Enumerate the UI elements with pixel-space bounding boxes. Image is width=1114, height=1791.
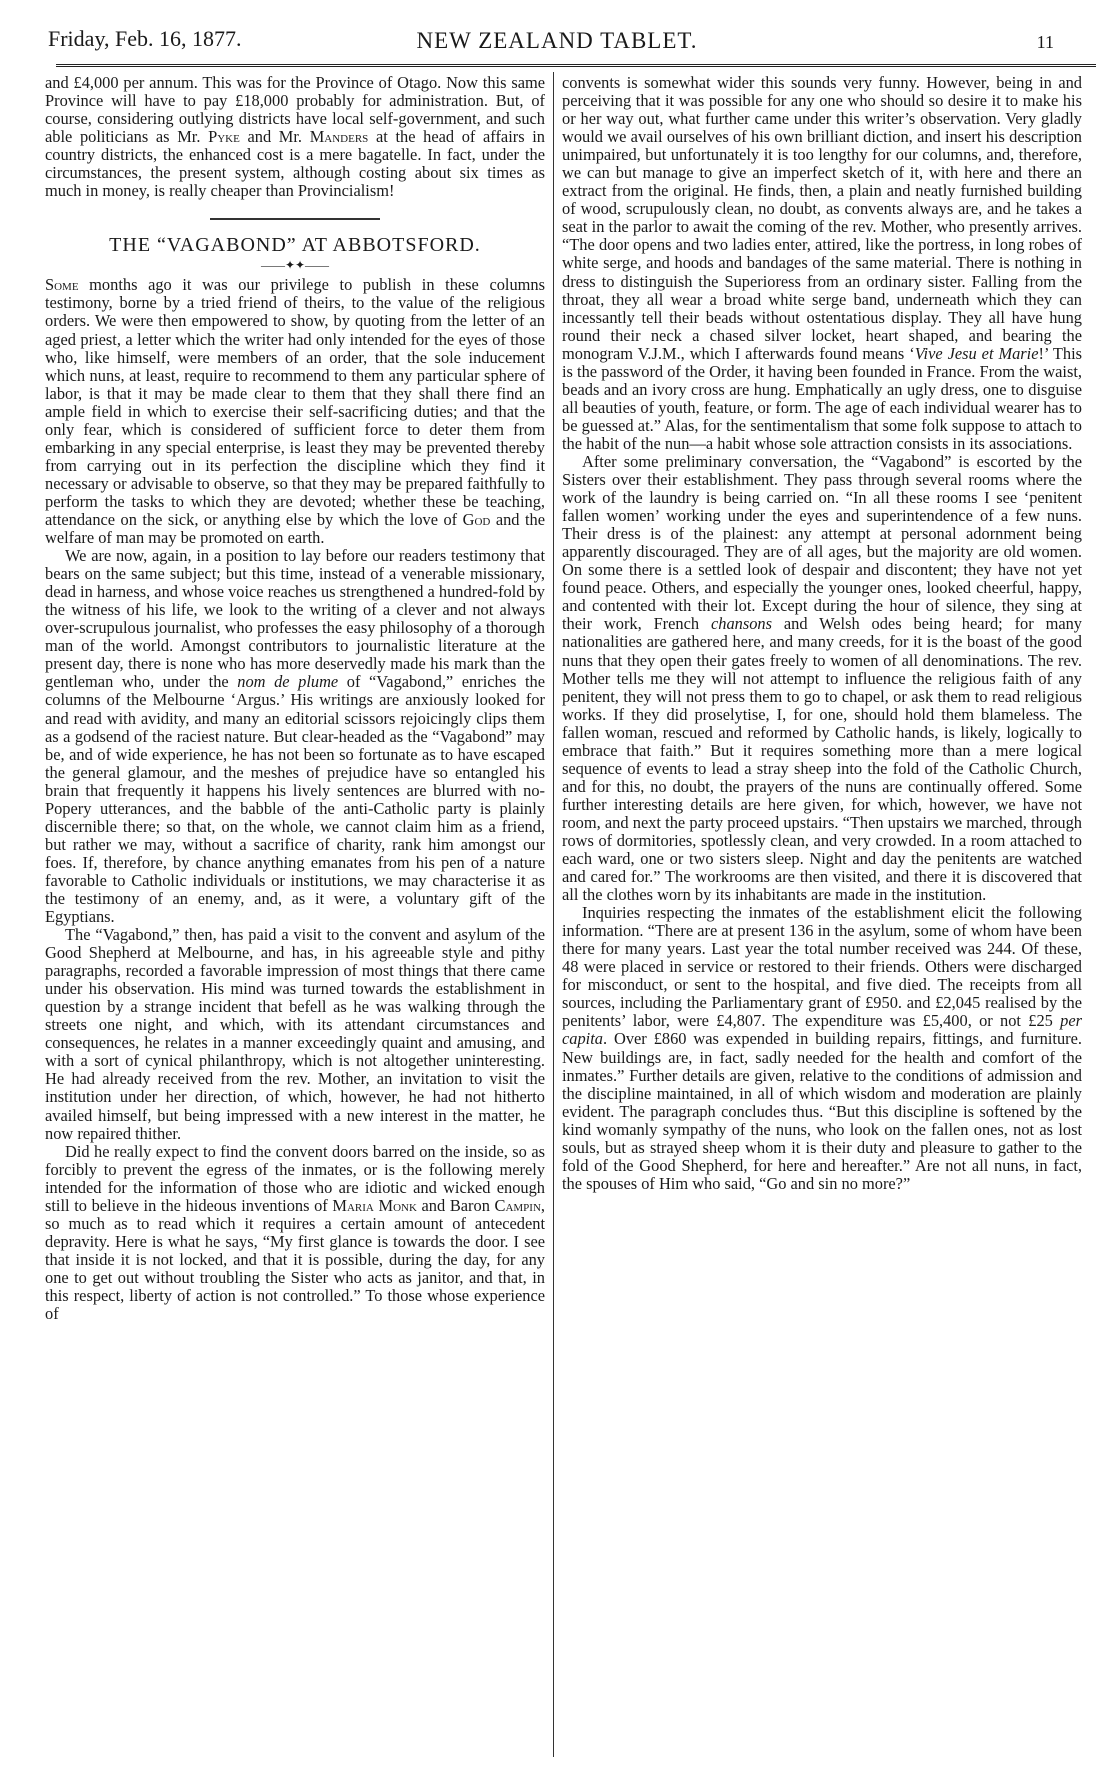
paragraph: Some months ago it was our privilege to publish in these columns testimony, borne by a tried friend of theirs, to the value of the religious orders. We were then empowered to show, by quoting from the letter of an aged priest, a letter which the writer had only intended for the eyes of those who, like himself, were members of an order, that the sole inducement which nuns, at least, require to recommend to them any particular sphere of labor, is that it may be made clear to them that they shall there find an ample field in which to exercise their self-sacrificing duties; and that the only fear, which is considered of sufficient force to deter them from embarking in any special enterprise, is least they may be prevented thereby from carrying out in its perfection the discipline which they find it necessary or advisable to observe, so that they may be prepared faithfully to perform the tasks to which they are devoted; whether these be teaching, attendance on the sick, or anything else by which the love of God and the welfare of man may be promoted on earth. [45,275,545,548]
paragraph: convents is somewhat wider this sounds very funny. However, being in and perceiving that it was possible for any one who should so desire it to make his or her way out, what further came under this writer’s observation. Very gladly would we avail ourselves of his own brilliant diction, and insert his description unimpaired, but unfortunately it is too lengthy for our columns, and, therefore, we can but manage to give an imperfect sketch of it, with here and there an extract from the original. He finds, then, a plain and neatly furnished building of wood, scrupulously clean, no doubt, as convents always are, and he takes a seat in the parlor to await the coming of the rev. Mother, who presently arrives. “The door opens and two ladies enter, attired, like the portress, in long robes of white serge, and hoods and bandages of the same material. There is nothing in dress to distinguish the Superioress from an ordinary sister. Falling from the throat, they all wear a broad white serge band, underneath which they can incessantly tell their beads without ostentatious display. They all have hung round their neck a chased silver locket, heart shaped, and bearing the monogram V.J.M., which I afterwards found means ‘Vive Jesu et Marie!’ This is the password of the Order, it having been founded in France. From the waist, beads and an ivory cross are hung. Emphatically an ugly dress, one to disguise all beauties of youth, feature, or form. The age of each individual wearer has to be guessed at.” Alas, for the sentimentalism that some folk suppose to attach to the habit of the nun—a habit whose sole attraction consists in its associations. [562,73,1083,453]
issue-date: Friday, Feb. 16, 1877. [48,26,242,51]
masthead [20,18,1094,60]
paragraph: The “Vagabond,” then, has paid a visit to the convent and asylum of the Good Shepherd at Melbourne, and has, in his agreeable style and pithy paragraphs, recorded a favorable impression of most things that there came under his observation. His mind was turned towards the establishment in question by a strange incident that befell as he was walking through the streets one night, and which, with its attendant circumstances and consequences, he relates in a manner exceedingly quaint and amusing, and with a sort of cynical philanthropy, which is not altogether uninteresting. He had already received from the rev. Mother, an invitation to visit the institution under her direction, of which, however, he had not hitherto availed himself, but being impressed with a new interest in the matter, he now repaired thither. [45,925,545,1143]
paragraph: Inquiries respecting the inmates of the establishment elicit the following information. “There are at present 136 in the asylum, some of whom have been there for many years. Last year the total number received was 244. Of these, 48 were placed in service or restored to their friends. Others were discharged for misconduct, or sent to the hospital, and five died. The receipts from all sources, including the Parliamentary grant of £950. and £2,045 realised by the penitents’ labor, were £4,807. The expenditure was £5,400, or not £25 per capita. Over £860 was expended in building repairs, fittings, and furniture. New buildings are, in fact, sadly needed for the health and comfort of the inmates.” Further details are given, relative to the conditions of admission and the discipline maintained, in all of which wisdom and moderation are plainly evident. The paragraph concludes thus. “But this discipline is softened by the kind womanly sympathy of the nuns, who look on the fallen ones, not as lost souls, but as strayed sheep whom it is their duty and pleasure to gather to the fold of the Good Shepherd, for here and hereafter.” Are not all nuns, in fact, the spouses of Him who said, “Go and sin no more?” [562,903,1082,1193]
paragraph: We are now, again, in a position to lay before our readers testimony that bears on the same subject; but this time, instead of a venerable missionary, dead in harness, and whose voice reaches us strengthened a hundred-fold by the witness of his life, we look to the writing of a clever and not always over-scrupulous journalist, who professes the easy philosophy of a thorough man of the world. Amongst contributors to journalistic literature at the present day, there is none who has more deservedly made his mark than the gentleman who, under the nom de plume of “Vagabond,” enriches the columns of the Melbourne ‘Argus.’ His writings are anxiously looked for and read with avidity, and many an editorial scissors rejoicingly clips them as a godsend of the raciest nature. But clear-headed as the “Vagabond” may be, and of wide experience, he has not been so fortunate as to have escaped the general glamour, and the meshes of prejudice have so entangled his brain that frequently it happens his lively sentences are blurred with no-Popery utterances, and the babble of the anti-Catholic party is plainly discernible there; so that, on the whole, we cannot claim him as a friend, but rather we may, without a sacrifice of charity, rank him amongst our foes. If, therefore, by chance anything emanates from his pen of a nature favorable to Catholic individuals or institutions, we may characterise it as the testimony of an enemy, and, as it were, a voluntary gift of the Egyptians. [45,546,545,927]
page-number: 11 [1036,32,1054,52]
left-column [45,74,545,1323]
title-ornament: ——✦✦—— [260,258,330,273]
header-rule [56,64,1096,67]
right-column [562,74,1082,1193]
article-title: THE “VAGABOND” AT ABBOTSFORD. [109,234,481,257]
paragraph: and £4,000 per annum. This was for the Province of Otago. Now this same Province will have to pay £18,000 probably for administration. But, of course, considering outlying districts have local self-government, and such able politicians as Mr. Pyke and Mr. Manders at the head of affairs in country districts, the enhanced cost is a mere bagatelle. In fact, under the circumstances, the present system, although costing about six times as much in money, is really cheaper than Provincialism! [45,73,546,201]
section-divider [210,218,380,220]
paragraph: Did he really expect to find the convent doors barred on the inside, so as forcibly to prevent the egress of the inmates, or is the following merely intended for the information of those who are idiotic and wicked enough still to believe in the hideous inventions of Maria Monk and Baron Campin, so much as to read which it requires a certain amount of antecedent depravity. Here is what he says, “My first glance is towards the door. I see that inside it is not locked, and that it is possible, during the day, for any one to get out without troubling the Sister who acts as janitor, and that, in this respect, liberty of action is not controlled.” To those whose experience of [45,1141,546,1324]
publication-title: NEW ZEALAND TABLET. [416,28,698,53]
column-divider [553,72,554,1757]
paragraph: After some preliminary conversation, the “Vagabond” is escorted by the Sisters over their establishment. They pass through several rooms where the work of the laundry is being carried on. “In all these rooms I see ‘penitent fallen women’ working under the eyes and superintendence of a few nuns. Their dress is of the plainest: any attempt at personal adornment being apparently discouraged. They are of all ages, but the majority are old women. On some there is a settled look of despair and discontent; they have not yet found peace. Others, and especially the younger ones, looked cheerful, happy, and contented with their lot. Except during the hour of silence, they sing at their work, French chansons and Welsh odes being heard; for many nationalities are gathered here, and many creeds, for it is the boast of the good nuns that they open their gates freely to women of all denominations. The rev. Mother tells me they will not attempt to influence the religious faith of any penitent, they will not press them to go to chapel, or ask them to read religious works. If they did proselytise, I, for one, should hold them blameless. The fallen woman, rescued and reformed by Catholic hands, is likely, logically to embrace that faith.” But it requires something more than a mere logical sequence of events to lead a stray sheep into the fold of the Catholic Church, and for this, no doubt, the prayers of the nuns are continually offered. Some further interesting details are here given, for which, however, we have not room, and next the party proceed upstairs. “Then upstairs we marched, through rows of dormitories, spotlessly clean, and very crowded. In a room attached to each ward, one or two sisters sleep. Night and day the penitents are watched and cared for.” The workrooms are then visited, and there it is discovered that all the clothes worn by its inhabitants are made in the institution. [562,451,1082,905]
